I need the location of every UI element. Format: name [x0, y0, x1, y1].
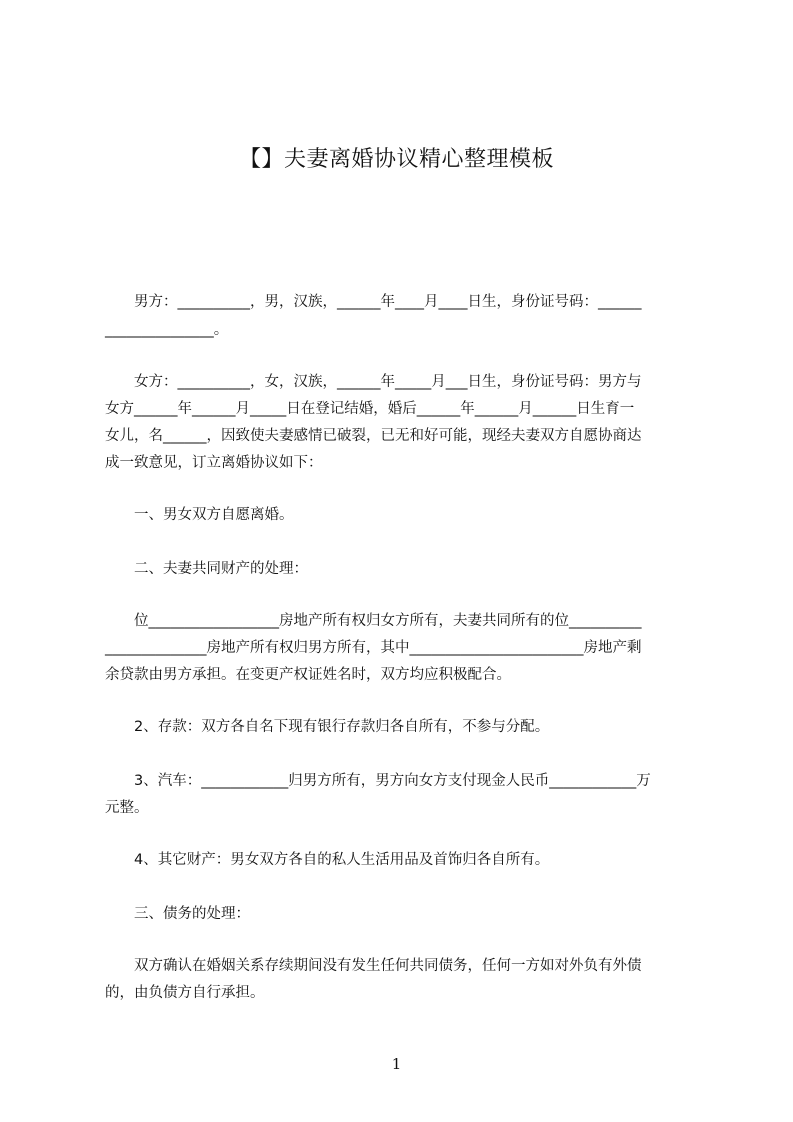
document-title: 【】夫妻离婚协议精心整理模板 [238, 147, 554, 172]
text-line-car-1: 3、汽车：____________归男方所有，男方向女方支付现金人民币____________万 [105, 773, 651, 789]
text-line-agreement-intro: 成一致意见，订立离婚协议如下： [105, 455, 323, 471]
section-heading-debts: 三、债务的处理： [105, 906, 250, 922]
text-line-other-property: 4、其它财产：男女双方各自的私人生活用品及首饰归各自所有。 [105, 852, 550, 868]
section-heading-property: 二、夫妻共同财产的处理： [105, 561, 308, 577]
text-line-debts-1: 双方确认在婚姻关系存续期间没有发生任何共同债务，任何一方如对外负有外债 [105, 958, 642, 974]
text-line-real-estate-2: ______________房地产所有权归男方所有，其中________________________房地产剩 [105, 640, 642, 656]
page-number: 1 [391, 1055, 402, 1073]
text-line-marriage-date: 女方______年______月_____日在登记结婚，婚后______年______月______日生育一 [105, 401, 635, 417]
text-line-car-2: 元整。 [105, 800, 149, 816]
text-line-real-estate-1: 位__________________房地产所有权归女方所有，夫妻共同所有的位__________ [105, 613, 642, 629]
text-line-deposits: 2、存款：双方各自名下现有银行存款归各自所有，不参与分配。 [105, 719, 550, 735]
text-line-real-estate-3: 余贷款由男方承担。在变更产权证姓名时，双方均应积极配合。 [105, 667, 511, 683]
text-line-man-info: 男方：__________，男，汉族，______年____月____日生，身份证号码：______ [105, 294, 642, 310]
text-line-debts-2: 的，由负债方自行承担。 [105, 985, 265, 1001]
section-heading-divorce: 一、男女双方自愿离婚。 [105, 507, 294, 523]
text-line-woman-info: 女方：__________，女，汉族，______年_____月___日生，身份证号码：男方与 [105, 374, 642, 390]
text-line-man-id: _______________。 [105, 322, 229, 338]
text-line-daughter: 女儿，名______，因致使夫妻感情已破裂，已无和好可能，现经夫妻双方自愿协商达 [105, 428, 642, 444]
